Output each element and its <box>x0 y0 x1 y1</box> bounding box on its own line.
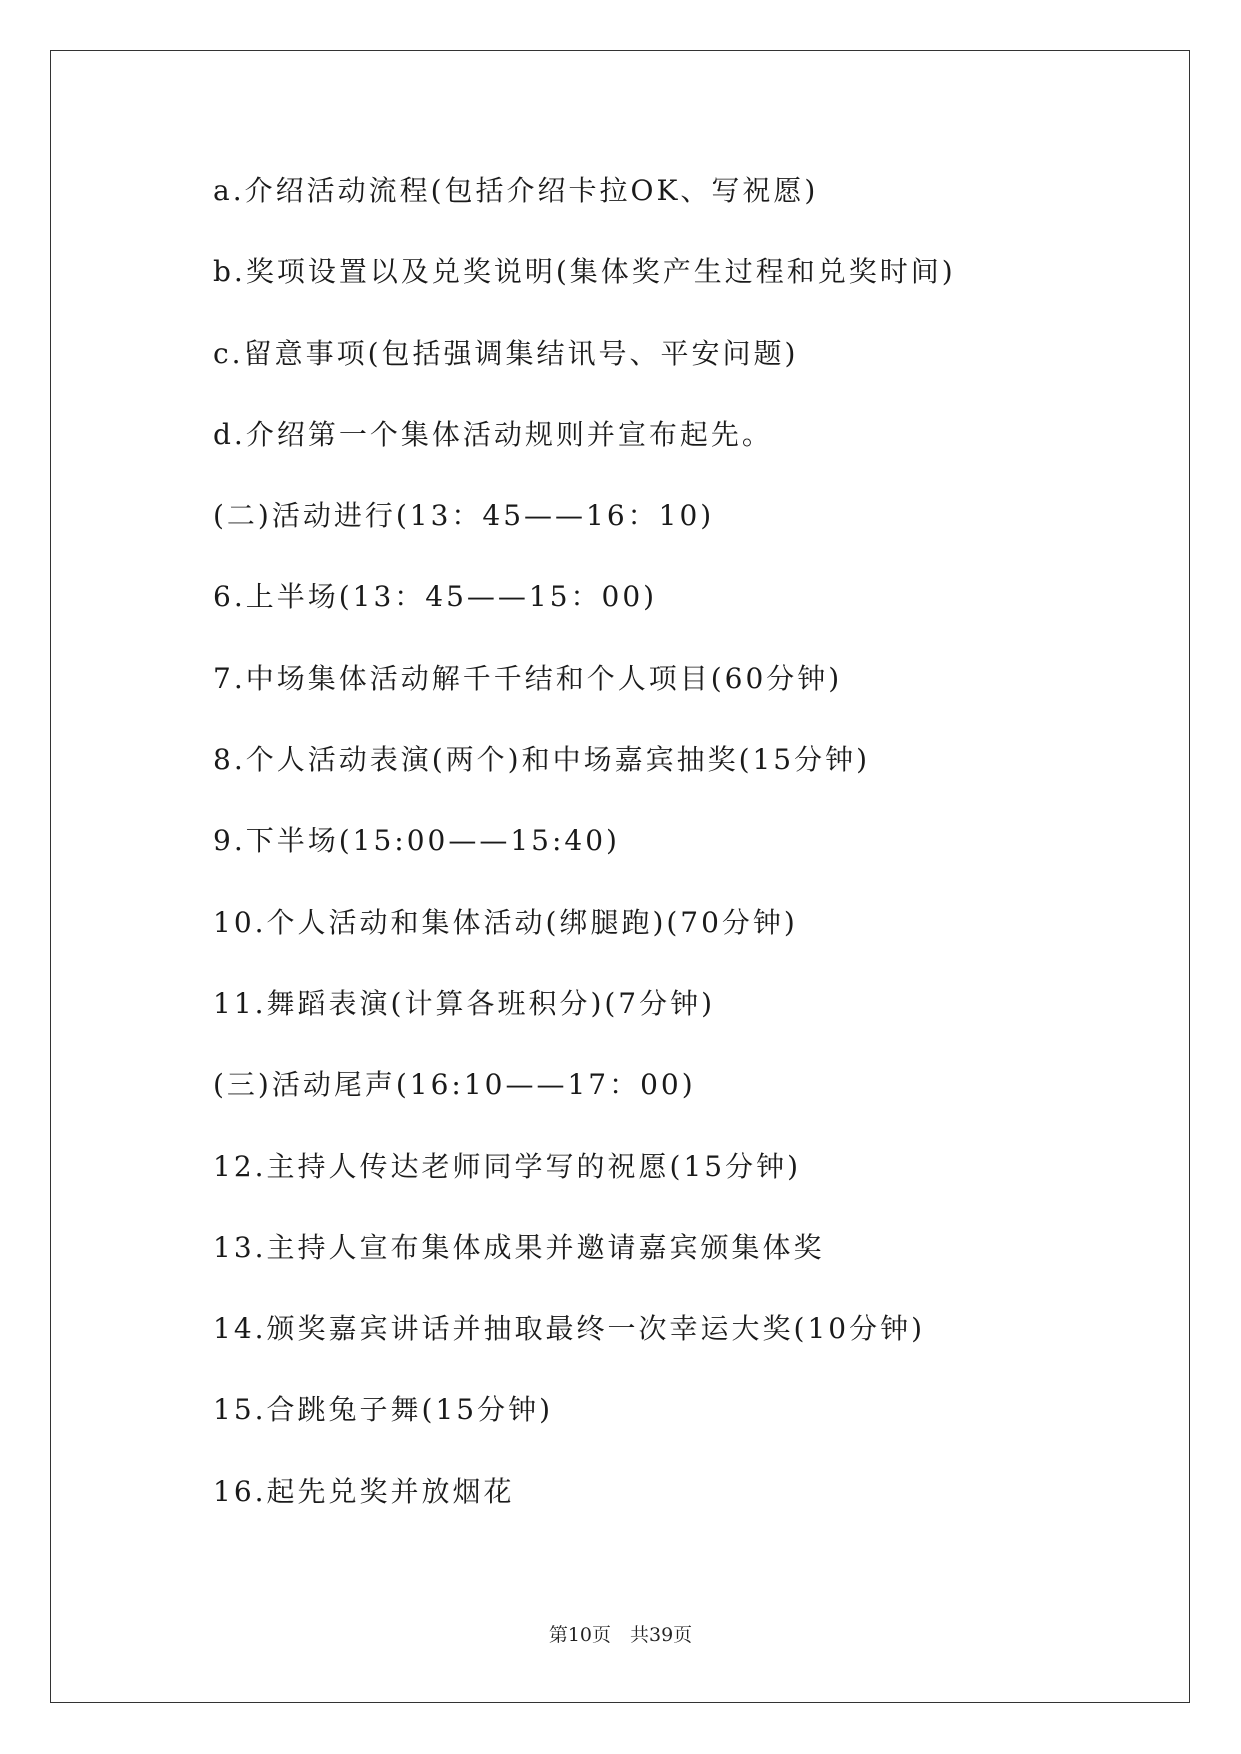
text-line: b.奖项设置以及兑奖说明(集体奖产生过程和兑奖时间) <box>213 255 956 289</box>
document-body <box>213 168 1161 1550</box>
text-line: 6.上半场(13：45——15：00) <box>213 580 658 614</box>
text-line: 15.合跳兔子舞(15分钟) <box>213 1393 554 1427</box>
text-line: d.介绍第一个集体活动规则并宣布起先。 <box>213 417 773 451</box>
text-line: 11.舞蹈表演(计算各班积分)(7分钟) <box>213 986 716 1020</box>
page-number-footer: 第10页 共39页 <box>548 1624 693 1646</box>
text-line: 7.中场集体活动解千千结和个人项目(60分钟) <box>213 661 843 695</box>
section-heading: (三)活动尾声(16:10——17：00) <box>213 1068 696 1102</box>
text-line: 13.主持人宣布集体成果并邀请嘉宾颁集体奖 <box>213 1230 825 1264</box>
text-line: 16.起先兑奖并放烟花 <box>213 1474 515 1508</box>
section-heading: (二)活动进行(13：45——16：10) <box>213 499 715 533</box>
text-line: c.留意事项(包括强调集结讯号、平安问题) <box>213 336 799 370</box>
text-line: 14.颁奖嘉宾讲话并抽取最终一次幸运大奖(10分钟) <box>213 1312 926 1346</box>
text-line: 8.个人活动表演(两个)和中场嘉宾抽奖(15分钟) <box>213 743 871 777</box>
text-line: a.介绍活动流程(包括介绍卡拉OK、写祝愿) <box>213 174 819 207</box>
text-line: 12.主持人传达老师同学写的祝愿(15分钟) <box>213 1149 802 1183</box>
text-line: 10.个人活动和集体活动(绑腿跑)(70分钟) <box>213 905 798 939</box>
text-line: 9.下半场(15:00——15:40) <box>213 824 620 858</box>
